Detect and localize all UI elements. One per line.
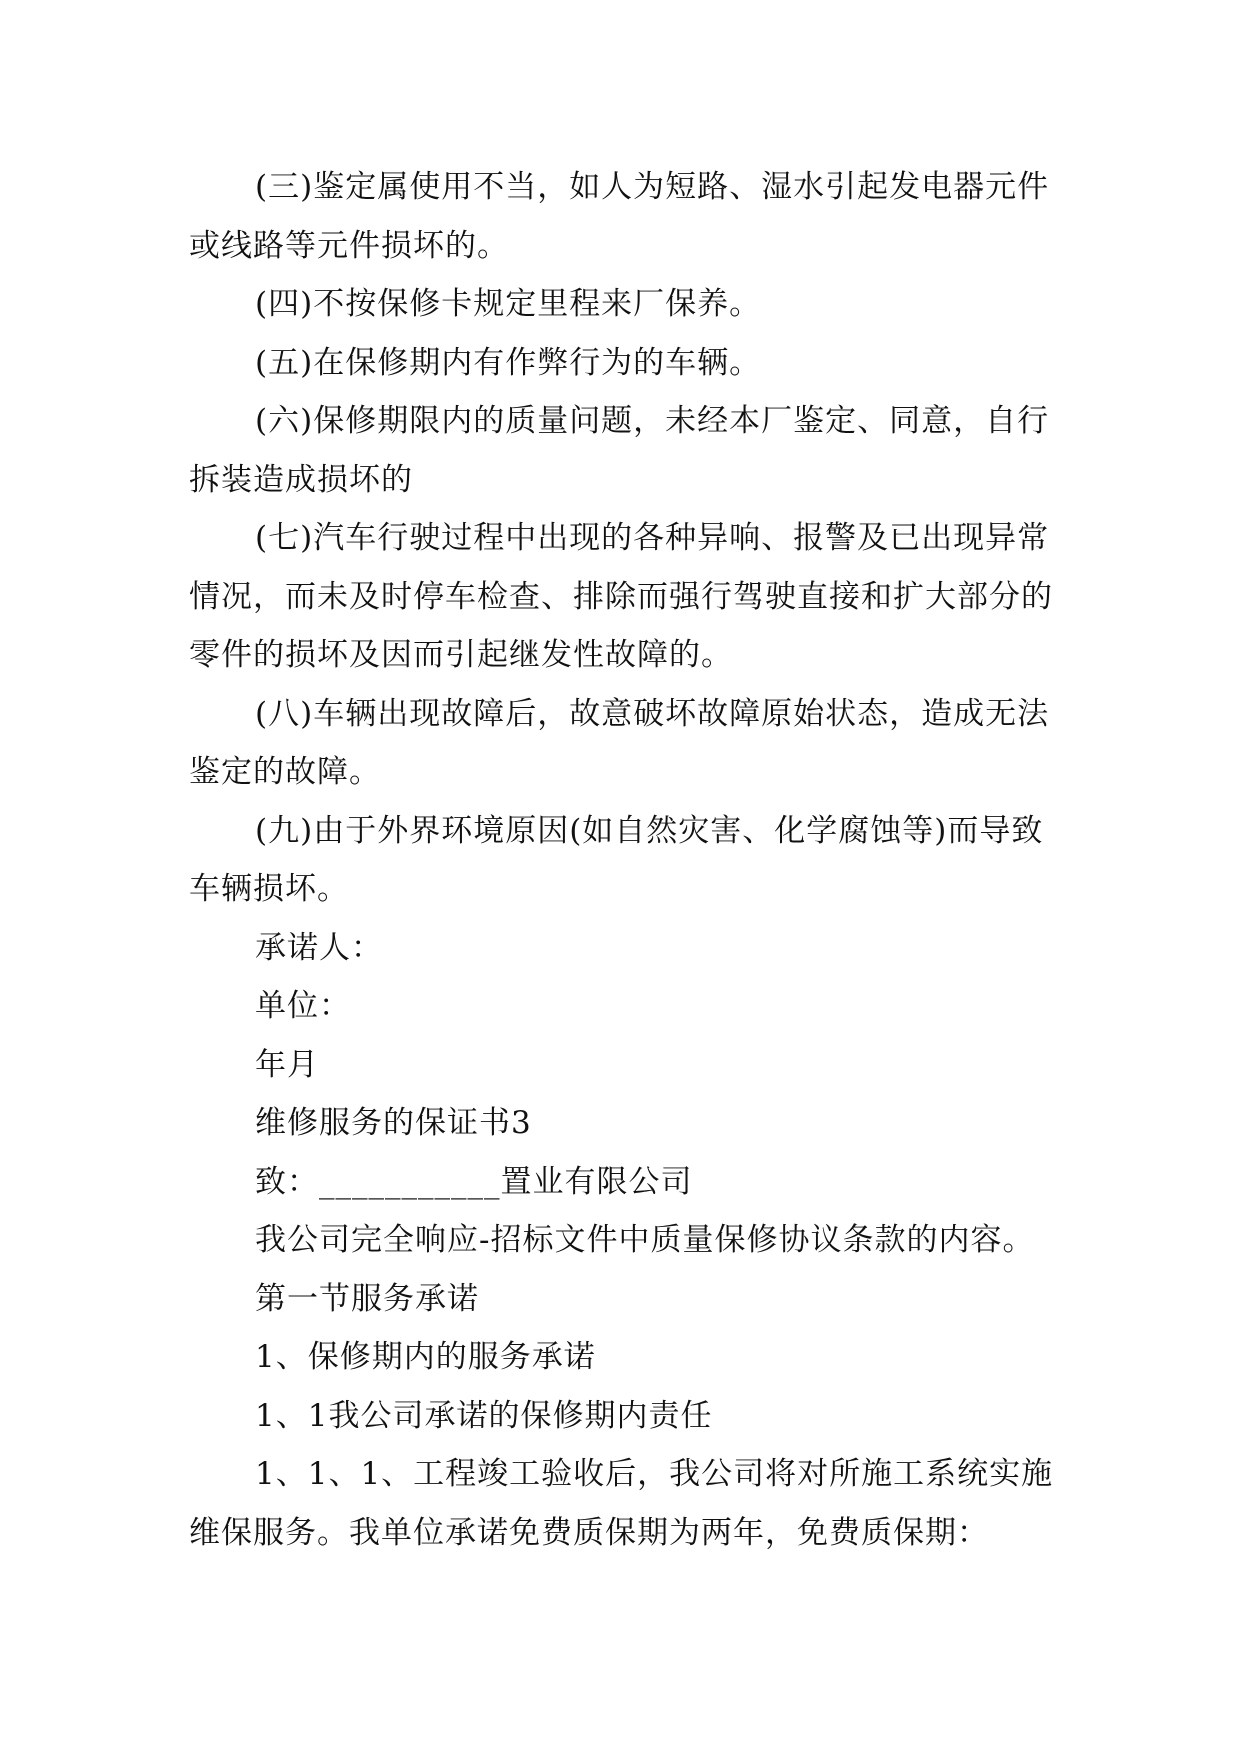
date-label: 年月 <box>255 1046 319 1083</box>
clause-5: (五)在保修期内有作弊行为的车辆。 <box>255 344 762 381</box>
unit-label: 单位： <box>255 988 351 1024</box>
clause-4: (四)不按保修卡规定里程来厂保养。 <box>255 286 762 322</box>
response-statement: 我公司完全响应-招标文件中质量保修协议条款的内容。 <box>255 1222 1035 1258</box>
clause-3: (三)鉴定属使用不当，如人为短路、湿水引起发电器元件或线路等元件损坏的。 <box>189 169 1050 264</box>
clause-8: (八)车辆出现故障后，故意破坏故障原始状态，造成无法鉴定的故障。 <box>189 695 1050 790</box>
document-body <box>189 158 1061 1562</box>
clause-9: (九)由于外界环境原因(如自然灾害、化学腐蚀等)而导致车辆损坏。 <box>189 812 1044 907</box>
clause-6: (六)保修期限内的质量问题，未经本厂鉴定、同意，自行拆装造成损坏的 <box>189 403 1050 498</box>
addressee-line: 致：___________置业有限公司 <box>255 1163 693 1200</box>
warranty-paragraph: 1、1、1、工程竣工验收后，我公司将对所施工系统实施维保服务。我单位承诺免费质保期为两年，免费质保期： <box>189 1456 1054 1551</box>
item-heading: 1、保修期内的服务承诺 <box>255 1339 596 1375</box>
clause-7: (七)汽车行驶过程中出现的各种异响、报警及已出现异常情况，而未及时停车检查、排除而强行驾驶直接和扩大部分的零件的损坏及因而引起继发性故障的。 <box>189 520 1053 673</box>
section-title: 维修服务的保证书3 <box>255 1105 532 1141</box>
promisor-label: 承诺人： <box>255 929 383 966</box>
subsection-heading: 第一节服务承诺 <box>255 1280 479 1317</box>
sub-item-heading: 1、1我公司承诺的保修期内责任 <box>255 1397 713 1434</box>
